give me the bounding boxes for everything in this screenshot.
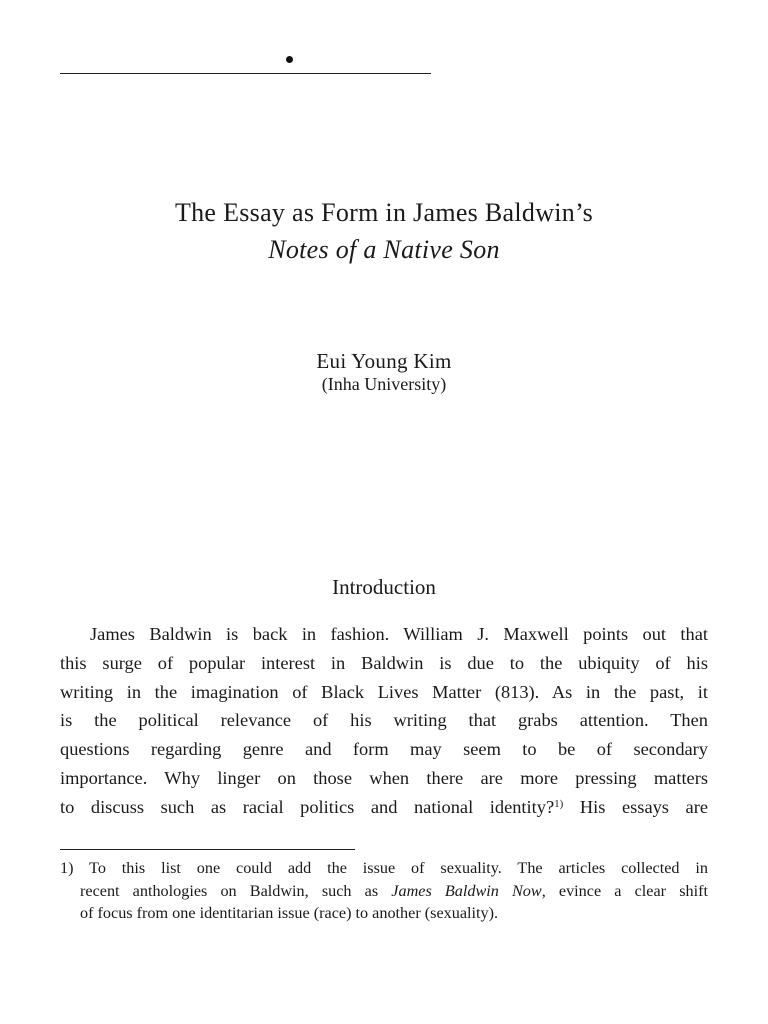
body-line: questions regarding genre and form may seem to be of secondary	[60, 739, 708, 760]
footnote-line	[60, 857, 708, 880]
footnote	[60, 857, 708, 925]
footnote-marker: 1)	[60, 859, 74, 877]
header-rule	[60, 73, 431, 74]
body-line: is the political relevance of his writing that grabs attention. Then	[60, 710, 708, 731]
header-bullet	[286, 56, 293, 63]
footnote-text: recent anthologies on Baldwin, such as	[80, 881, 392, 900]
author-affiliation: (Inha University)	[321, 374, 447, 394]
author-name: Eui Young Kim	[316, 349, 452, 373]
body-text-segment: to discuss such as racial politics and national identity?	[60, 796, 555, 817]
footnote-line	[60, 880, 708, 903]
paper-title-italic: Notes of a Native Son	[268, 235, 500, 264]
body-line: James Baldwin is back in fashion. William J. Maxwell points out that	[90, 624, 708, 644]
body-line: importance. Why linger on those when there are more pressing matters	[60, 767, 708, 788]
footnote-text: , evince a clear shift	[541, 881, 708, 900]
body-line: this surge of popular interest in Baldwin is due to the ubiquity of his	[60, 652, 708, 673]
section-heading: Introduction	[332, 575, 436, 599]
footnote-reference[interactable]: 1)	[554, 797, 564, 810]
body-line: writing in the imagination of Black Lives Matter (813). As in the past, it	[60, 681, 708, 702]
footnote-rule	[60, 849, 355, 850]
footnote-line: of focus from one identitarian issue (race) to another (sexuality).	[80, 904, 499, 922]
footnote-text: To this list one could add the issue of sexuality. The articles collected in	[89, 859, 708, 877]
body-paragraph	[60, 620, 708, 822]
body-line-last	[60, 793, 708, 822]
footnote-book-title: James Baldwin Now	[391, 881, 542, 900]
body-text-segment: His essays are	[563, 796, 708, 817]
paper-title: The Essay as Form in James Baldwin’s	[174, 198, 594, 227]
